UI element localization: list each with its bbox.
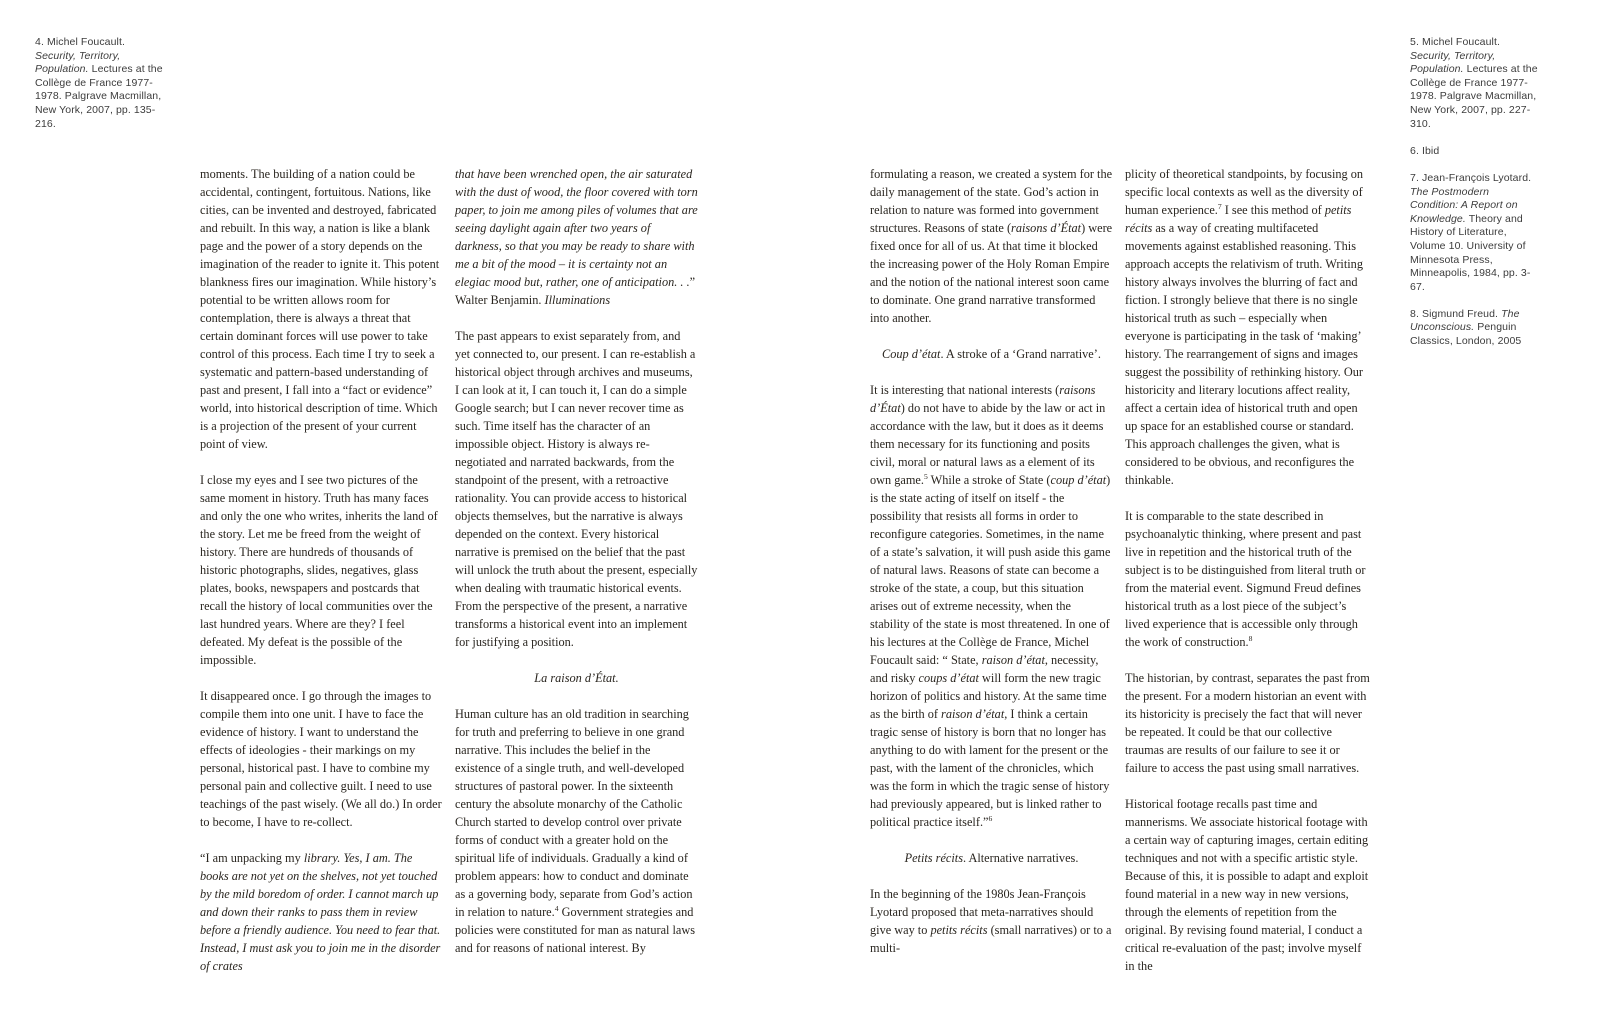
paragraph: 7. Jean-François Lyotard. The Postmodern Condition: A Report on Knowledge. Theory and History of Literature, Volume 10. University of Minnesota Press, Minneapolis, 1984, pp. 3-67. xyxy=(1410,171,1532,293)
margin-footnotes-right xyxy=(1410,36,1538,362)
section-heading: Petits récits. Alternative narratives. xyxy=(904,851,1079,865)
paragraph: The historian, by contrast, separates the past from the present. For a modern historian an event with its historicity is precisely the fact that will never be repeated. It could be that our collective traumas are results of our failure to see it or failure to access the past using small narratives. xyxy=(1125,671,1370,775)
paragraph: 6. Ibid xyxy=(1410,144,1440,157)
paragraph: plicity of theoretical standpoints, by focusing on specific local contexts as well as the diversity of human experience.$^7$ I see this method of petits récits as a way of creating multifaceted movements against established reasoning. This approach accepts the relativism of truth. Writing history always involves the blurring of fact and fiction. I strongly believe that there is no single historical truth as such – especially when everyone is participating in the task of ‘making’ history. The rearrangement of signs and images suggest the possibility of rethinking history. Our historicity and literary locutions affect reality, affect a certain idea of historical truth and open up space for an established course or standard. This approach challenges the given, what is considered to be obvious, and reconfigures the thinkable. xyxy=(1125,167,1364,487)
paragraph: It is comparable to the state described in psychoanalytic thinking, where present and past live in repetition and the historical truth of the subject is to be distinguished from literal truth or from the material event. Sigmund Freud defines historical truth as a lost piece of the subject’s lived experience that is accessible only through the work of construction.$^8$ xyxy=(1125,509,1366,649)
paragraph: In the beginning of the 1980s Jean-François Lyotard proposed that meta-narratives should give way to petits récits (small narratives) or to a multi- xyxy=(870,887,1112,955)
paragraph: that have been wrenched open, the air saturated with the dust of wood, the floor covered with torn paper, to join me among piles of volumes that are seeing daylight again after two years of darkness, so that you may be ready to share with me a bit of the mood – it is certainty not an elegiac mood but, rather, one of anticipation. . .” Walter Benjamin. Illuminations xyxy=(455,167,698,307)
paragraph: Historical footage recalls past time and mannerisms. We associate historical footage with a certain way of capturing images, certain editing techniques and not with a specific artistic style. Because of this, it is possible to adapt and exploit found material in a new way in new versions, through the elements of repetition from the original. By revising found material, I conduct a critical re-evaluation of the past; involve myself in the xyxy=(1125,797,1369,973)
paragraph: moments. The building of a nation could be accidental, contingent, fortuitous. Nations, like cities, can be invented and destroyed, fabricated and rebuilt. In this way, a nation is like a blank page and the power of a story depends on the imagination of the reader to ignite it. This potent blankness fires our imagination. While history’s potential to be written allows room for contemplation, there is always a threat that certain dominant forces will use power to take control of this process. Each time I try to seek a systematic and pattern-based understanding of past and present, I fall into a “fact or evidence” world, into historical description of time. Which is a projection of the present of your current point of view. xyxy=(200,167,440,451)
paragraph: 8. Sigmund Freud. The Unconscious. Penguin Classics, London, 2005 xyxy=(1410,307,1522,348)
section-heading: La raison d’État. xyxy=(534,671,619,685)
paragraph: formulating a reason, we created a system for the daily management of the state. God’s action in relation to nature was formed into government structures. Reasons of state (raisons d’État) were fixed once for all of us. At that time it blocked the increasing power of the Holy Roman Empire and the notion of the national interest soon came to dominate. One grand narrative transformed into another. xyxy=(870,167,1113,325)
paragraph: 5. Michel Foucault. Security, Territory, Population. Lectures at the Collège de France 1977-1978. Palgrave Macmillan, New York, 2007, pp. 227-310. xyxy=(1410,36,1538,130)
paragraph: I close my eyes and I see two pictures of the same moment in history. Truth has many faces and only the one who writes, inherits the land of the story. Let me be freed from the weight of history. There are hundreds of thousands of historic photographs, slides, negatives, glass plates, books, newspapers and postcards that recall the history of local communities over the last hundred years. Where are they? I feel defeated. My defeat is the possible of the impossible. xyxy=(200,473,438,667)
margin-footnote-left xyxy=(35,36,167,145)
text-column-2 xyxy=(455,165,698,975)
text-column-4 xyxy=(1125,165,1371,993)
paragraph: It is interesting that national interests (raisons d’État) do not have to abide by the law or act in accordance with the law, but it does as it deems them necessary for its functioning and posits civil, moral or natural laws as a element of its own game.$^5$ While a stroke of State (coup d’état) is the state acting of itself on itself - the possibility that resists all forms in order to reconfigure categories. Sometimes, in the name of a state’s salvation, it will push aside this game of natural laws. Reasons of state can become a stroke of the state, a coup, but this situation arises out of extreme necessity, when the stability of the state is most threatened. In one of his lectures at the Collège de France, Michel Foucault said: “ State, raison d’état, necessity, and risky coups d’état will form the new tragic horizon of politics and history. At the same time as the birth of raison d’état, I think a certain tragic sense of history is born that no longer has anything to do with lament for the present or the past, with the lament of the chronicles, which was the form in which the tragic sense of history had previously appeared, but is linked rather to political practice itself.”$^6$ xyxy=(870,383,1111,829)
paragraph: “I am unpacking my library. Yes, I am. The books are not yet on the shelves, not yet touched by the mild boredom of order. I cannot march up and down their ranks to pass them in review before a friendly audience. You need to fear that. Instead, I must ask you to join me in the disorder of crates xyxy=(200,851,441,973)
text-column-1 xyxy=(200,165,443,993)
paragraph: Human culture has an old tradition in searching for truth and preferring to believe in one grand narrative. This includes the belief in the existence of a single truth, and well-developed structures of pastoral power. In the sixteenth century the absolute monarchy of the Catholic Church started to develop control over private forms of conduct with a greater hold on the spiritual life of individuals. Gradually a kind of problem appears: how to conduct and dominate as a governing body, separate from God’s action in relation to nature.$^4$ Government strategies and policies were constituted for man as natural laws and for reasons of national interest. By xyxy=(455,707,696,955)
paragraph: The past appears to exist separately from, and yet connected to, our present. I can re-establish a historical object through archives and museums, I can look at it, I can touch it, I can do a simple Google search; but I can never recover time as such. Time itself has the character of an impossible object. History is always re-negotiated and narrated backwards, from the standpoint of the present, with a retroactive rationality. You can provide access to historical objects themselves, but the narrative is always depended on the context. Every historical narrative is premised on the belief that the past will unlock the truth about the present, especially when dealing with traumatic historical events. From the perspective of the present, a narrative transforms a historical event into an implement for justifying a position. xyxy=(455,329,698,649)
section-heading: Coup d’état. A stroke of a ‘Grand narrative’. xyxy=(882,347,1101,361)
paragraph: 4. Michel Foucault. Security, Territory, Population. Lectures at the Collège de France 1977-1978. Palgrave Macmillan, New York, 2007, pp. 135-216. xyxy=(35,36,163,130)
paragraph: It disappeared once. I go through the images to compile them into one unit. I have to face the evidence of history. I want to understand the effects of ideologies - their markings on my personal, historical past. I have to combine my personal pain and collective guilt. I need to use teachings of the past wisely. (We all do.) In order to become, I have to re-collect. xyxy=(200,689,442,829)
text-column-3 xyxy=(870,165,1113,975)
